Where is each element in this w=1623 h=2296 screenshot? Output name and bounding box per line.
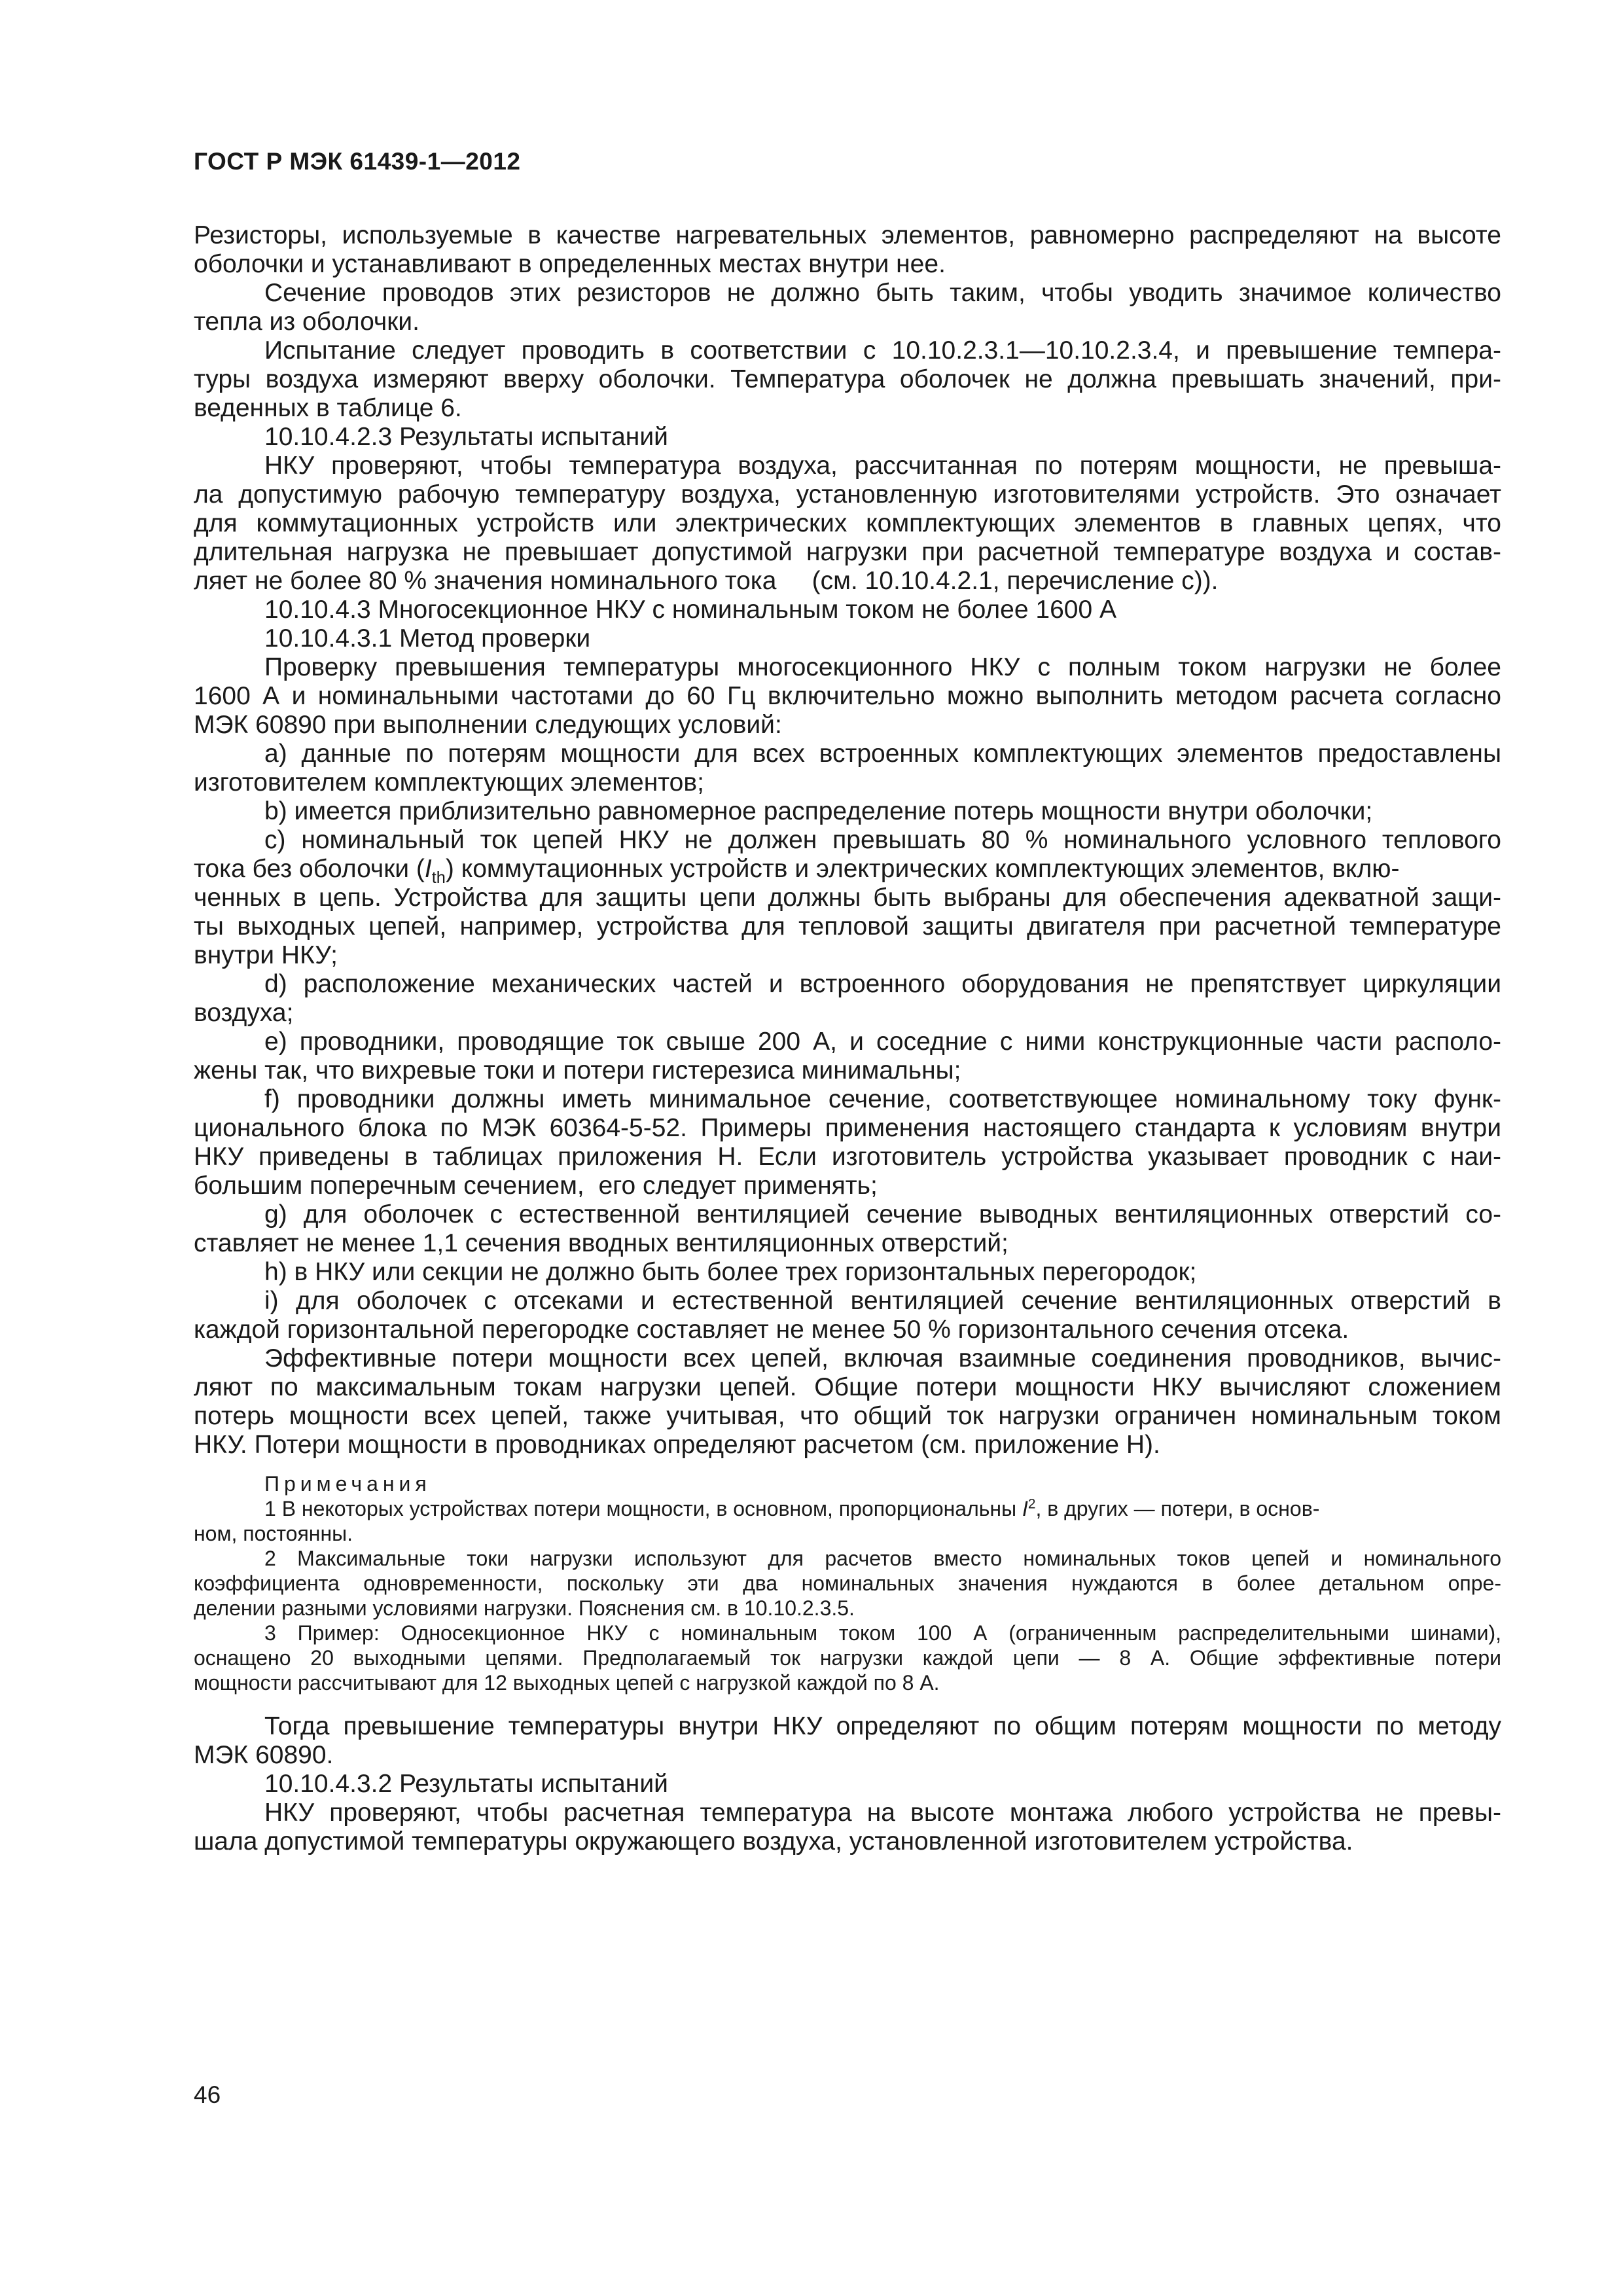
text-line: ты выходных цепей, например, устройства для тепловой защиты двигателя при расчетной температуре: [194, 912, 1501, 941]
note-line: 2 Максимальные токи нагрузки используют для расчетов вместо номинальных токов цепей и номинального: [264, 1547, 1501, 1570]
list-item: b) имеется приблизительно равномерное распределение потерь мощности внутри оболочки;: [264, 797, 1373, 825]
text-line: Сечение проводов этих резисторов не должно быть таким, чтобы уводить значимое количество: [264, 279, 1501, 307]
list-item: с) номинальный ток цепей НКУ не должен превышать 80 % номинального условного теплового: [264, 826, 1501, 854]
text-line: ляет не более 80 % значения номинального тока (см. 10.10.4.2.1, перечисление с)).: [194, 567, 1219, 595]
list-item: i) для оболочек с отсеками и естественной вентиляцией сечение вентиляционных отверстий в: [264, 1287, 1501, 1315]
list-item: f) проводники должны иметь минимальное сечение, соответствующее номинальному току функ-: [264, 1085, 1501, 1113]
text-line: длительная нагрузка не превышает допустимой нагрузки при расчетной температуре воздуха и состав-: [194, 538, 1501, 566]
list-item: g) для оболочек с естественной вентиляцией сечение выводных вентиляционных отверстий со-: [264, 1200, 1501, 1229]
text-line: шала допустимой температуры окружающего воздуха, установленной изготовителем устройства.: [194, 1827, 1353, 1856]
text-line: туры воздуха измеряют вверху оболочки. Температура оболочек не должна превышать значений, при-: [194, 365, 1501, 393]
list-item: е) проводники, проводящие ток свыше 200 А, и соседние с ними конструкционные части располо-: [264, 1028, 1501, 1056]
document-header: ГОСТ Р МЭК 61439-1—2012: [194, 148, 521, 175]
text-line: ционального блока по МЭК 60364-5-52. Примеры применения настоящего стандарта к условиям внутри: [194, 1114, 1501, 1142]
text-line: Эффективные потери мощности всех цепей, включая взаимные соединения проводников, вычис-: [264, 1344, 1501, 1372]
document-body: [194, 221, 1501, 1856]
text-line: ставляет не менее 1,1 сечения вводных вентиляционных отверстий;: [194, 1229, 1008, 1257]
note-line: 3 Пример: Односекционное НКУ с номинальным током 100 А (ограниченным распределительными шинами),: [264, 1621, 1501, 1645]
note-line: ном, постоянны.: [194, 1522, 353, 1545]
text-line: для коммутационных устройств или электрических комплектующих элементов в главных цепях, что: [194, 509, 1501, 537]
text-line: воздуха;: [194, 999, 294, 1027]
text-line: тепла из оболочки.: [194, 308, 419, 336]
text-line: каждой горизонтальной перегородке составляет не менее 50 % горизонтального сечения отсека.: [194, 1316, 1349, 1344]
text-line: изготовителем комплектующих элементов;: [194, 768, 704, 797]
text-fragment: 1 В некоторых устройствах потери мощности, в основном, пропорциональны $I^2$, в других — потери, в основ-: [264, 1496, 1320, 1520]
text-line: оболочки и устанавливают в определенных местах внутри нее.: [194, 250, 946, 278]
text-line: 1600 А и номинальными частотами до 60 Гц включительно можно выполнить методом расчета согласно: [194, 682, 1501, 710]
text-line: жены так, что вихревые токи и потери гистерезиса минимальны;: [194, 1056, 961, 1085]
list-item: d) расположение механических частей и встроенного оборудования не препятствует циркуляции: [264, 970, 1501, 998]
notes-heading: Примечания: [264, 1472, 431, 1496]
text-line: веденных в таблице 6.: [194, 394, 462, 422]
list-item: а) данные по потерям мощности для всех встроенных комплектующих элементов предоставлены: [264, 740, 1501, 768]
text-line: внутри НКУ;: [194, 941, 338, 969]
section-heading: 10.10.4.3.2 Результаты испытаний: [264, 1770, 668, 1798]
text-line: ляют по максимальным токам нагрузки цепей. Общие потери мощности НКУ вычисляют сложением: [194, 1373, 1501, 1401]
text-line: ченных в цепь. Устройства для защиты цепи должны быть выбраны для обеспечения адекватной защи-: [194, 884, 1501, 912]
text-line: потерь мощности всех цепей, также учитывая, что общий ток нагрузки ограничен номинальным током: [194, 1402, 1501, 1430]
spacer: [194, 1695, 1501, 1712]
text-line: Испытание следует проводить в соответствии с 10.10.2.3.1—10.10.2.3.4, и превышение темпера-: [264, 336, 1501, 365]
note-line: коэффициента одновременности, поскольку эти два номинальных значения нуждаются в более детальном опре-: [194, 1571, 1501, 1595]
text-line: Резисторы, используемые в качестве нагревательных элементов, равномерно распределяют на высоте: [194, 221, 1501, 249]
text-line: НКУ приведены в таблицах приложения Н. Если изготовитель устройства указывает проводник с наи-: [194, 1143, 1501, 1171]
text-line: НКУ проверяют, чтобы температура воздуха, рассчитанная по потерям мощности, не превыша-: [264, 452, 1501, 480]
text-line: НКУ. Потери мощности в проводниках определяют расчетом (см. приложение Н).: [194, 1431, 1160, 1459]
text-line: Тогда превышение температуры внутри НКУ определяют по общим потерям мощности по методу: [264, 1712, 1501, 1740]
text-line: [194, 855, 1501, 887]
page-number: 46: [194, 2081, 221, 2108]
text-line: большим поперечным сечением, его следует применять;: [194, 1172, 878, 1200]
text-fragment: тока без оболочки $(I_{th})$ коммутационных устройств и электрических комплектующих элементов, вклю-: [194, 855, 1400, 887]
note-line: делении разными условиями нагрузки. Пояснения см. в 10.10.2.3.5.: [194, 1596, 855, 1620]
note-line: [194, 1496, 1501, 1521]
note-line: оснащено 20 выходными цепями. Предполагаемый ток нагрузки каждой цепи — 8 А. Общие эффективные потери: [194, 1646, 1501, 1670]
text-line: Проверку превышения температуры многосекционного НКУ с полным током нагрузки не более: [264, 653, 1501, 681]
list-item: h) в НКУ или секции не должно быть более трех горизонтальных перегородок;: [264, 1258, 1197, 1286]
text-line: МЭК 60890.: [194, 1741, 334, 1769]
text-line: МЭК 60890 при выполнении следующих условий:: [194, 711, 782, 739]
text-line: НКУ проверяют, чтобы расчетная температура на высоте монтажа любого устройства не превы-: [264, 1799, 1501, 1827]
section-heading: 10.10.4.3 Многосекционное НКУ с номинальным током не более 1600 А: [264, 596, 1116, 624]
spacer: [194, 1460, 1501, 1471]
text-line: ла допустимую рабочую температуру воздуха, установленную изготовителями устройств. Это означает: [194, 480, 1501, 509]
section-heading: 10.10.4.2.3 Результаты испытаний: [264, 423, 668, 451]
note-line: мощности рассчитывают для 12 выходных цепей с нагрузкой каждой по 8 А.: [194, 1671, 940, 1695]
section-heading: 10.10.4.3.1 Метод проверки: [264, 624, 591, 653]
